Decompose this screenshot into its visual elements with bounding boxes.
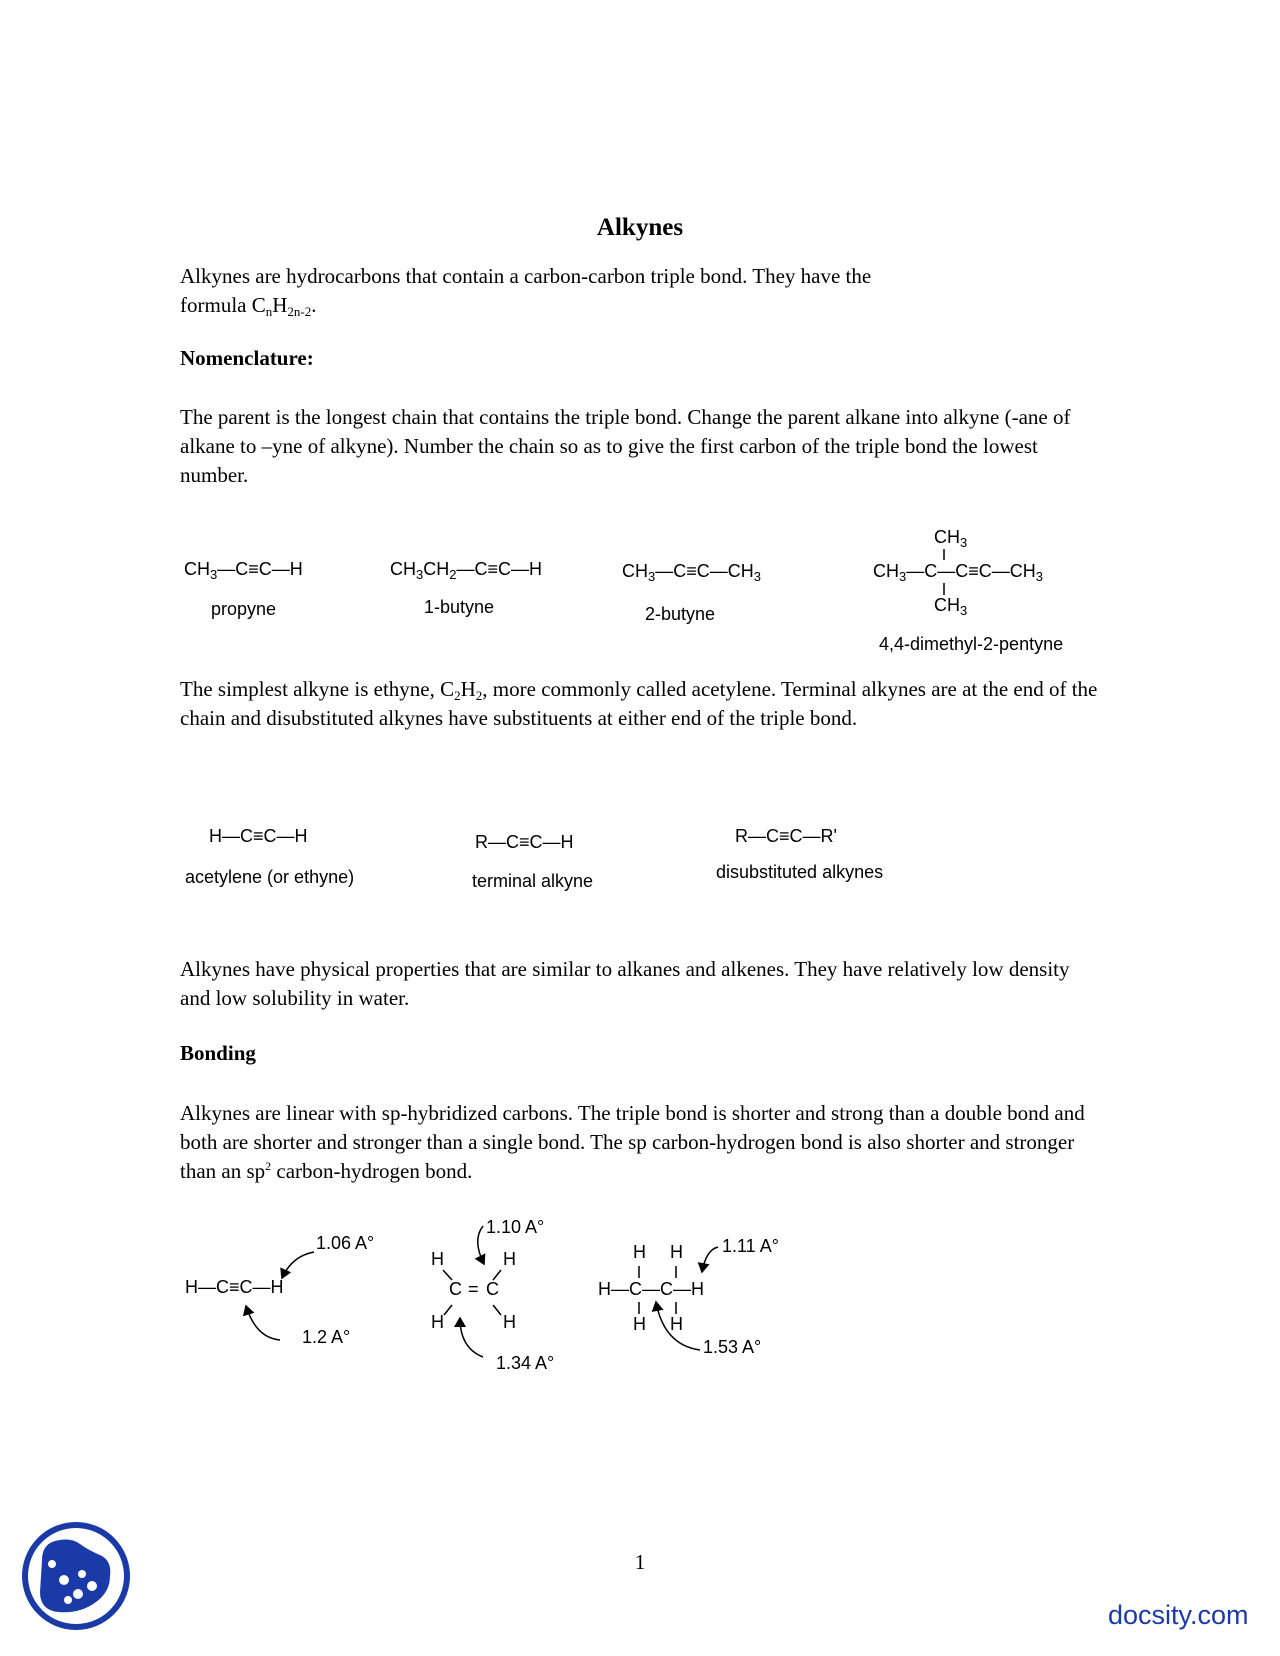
alkane-cc-length: 1.53 A° [703, 1337, 762, 1357]
page-title: Alkynes [596, 214, 684, 241]
alkene-carbon-left: C [449, 1279, 462, 1299]
ethyne-structure: H—C≡C—H [185, 1277, 284, 1297]
intro-line-2: formula $C_nH_{2n-2}$. [180, 293, 317, 319]
alkene-h-bottom-right: H [503, 1312, 516, 1332]
docsity-logo-icon [20, 1520, 132, 1632]
propyne-formula: $CH_3—C\equiv C—H$ [184, 559, 303, 582]
page-number: 1 [634, 1550, 646, 1574]
alkene-h-top-left: H [431, 1249, 444, 1269]
acetylene-label: acetylene (or ethyne) [185, 867, 355, 887]
butyne-2-label: 2-butyne [645, 604, 716, 624]
terminal-alkyne-formula: R—C≡C—H [475, 832, 574, 852]
disubstituted-alkyne-label: disubstituted alkynes [716, 862, 884, 882]
bonding-paragraph: Alkynes are linear with sp-hybridized carbons. The triple bond is shorter and strong than a double bond and both are shorter and stronger than a single bond. The sp carbon-hydrogen bond is also shorter and stronger than an $sp^2$ carbon-hydrogen bond. [180, 1101, 1085, 1183]
alkyne-cc-length: 1.2 A° [302, 1327, 351, 1347]
methyl-top: $CH_3$ [934, 527, 968, 550]
terminal-alkyne-label: terminal alkyne [472, 871, 594, 891]
alkane-h-bottom-right: H [670, 1314, 683, 1334]
ethane-structure: H—C—C—H [598, 1279, 704, 1299]
alkane-h-top-right: H [670, 1242, 683, 1262]
butyne-2-formula: $CH_3—C\equiv C—CH_3$ [622, 561, 761, 584]
alkene-h-top-right: H [503, 1249, 516, 1269]
simplest-alkyne-paragraph: The simplest alkyne is ethyne, $C_2H_2$, more commonly called acetylene. Terminal alkynes are at the end of the chain and disubstituted alkynes have substituents at either end of the triple bond. [180, 677, 1098, 730]
alkene-h-bottom-left: H [431, 1312, 444, 1332]
nomenclature-paragraph: The parent is the longest chain that contains the triple bond. Change the parent alkane into alkyne (-ane of alkane to –yne of alkyne). Number the chain so as to give the first carbon of the triple bond the lowest number. [180, 405, 1071, 487]
intro-line-1: Alkynes are hydrocarbons that contain a carbon-carbon triple bond. They have the [180, 264, 872, 288]
disubstituted-alkyne-formula: R—C≡C—R' [735, 826, 837, 846]
alkene-carbon-right: C [486, 1279, 499, 1299]
alkane-h-bottom-left: H [633, 1314, 646, 1334]
alkene-cc-length: 1.34 A° [496, 1353, 555, 1373]
methyl-bottom: $CH_3$ [934, 595, 968, 618]
dimethylpentyne-formula: $CH_3—C—C\equiv C—CH_3$ [873, 561, 1043, 584]
bonding-heading: Bonding [180, 1041, 256, 1065]
alkane-ch-length: 1.11 A° [722, 1236, 779, 1256]
alkyne-ch-length: 1.06 A° [316, 1233, 375, 1253]
alkene-double-bond: = [468, 1279, 479, 1299]
nomenclature-heading: Nomenclature: [180, 346, 314, 370]
butyne-1-label: 1-butyne [424, 597, 495, 617]
propyne-label: propyne [211, 599, 277, 619]
alkene-ch-length: 1.10 A° [486, 1217, 545, 1237]
physical-properties-paragraph: Alkynes have physical properties that are similar to alkanes and alkenes. They have relatively low density and low solubility in water. [180, 957, 1070, 1010]
alkane-h-top-left: H [633, 1242, 646, 1262]
docsity-brand[interactable]: docsity.com [1108, 1600, 1249, 1630]
dimethylpentyne-label: 4,4-dimethyl-2-pentyne [879, 634, 1064, 654]
butyne-1-formula: $CH_3CH_2—C\equiv C—H$ [390, 559, 542, 582]
acetylene-formula: H—C≡C—H [209, 826, 308, 846]
